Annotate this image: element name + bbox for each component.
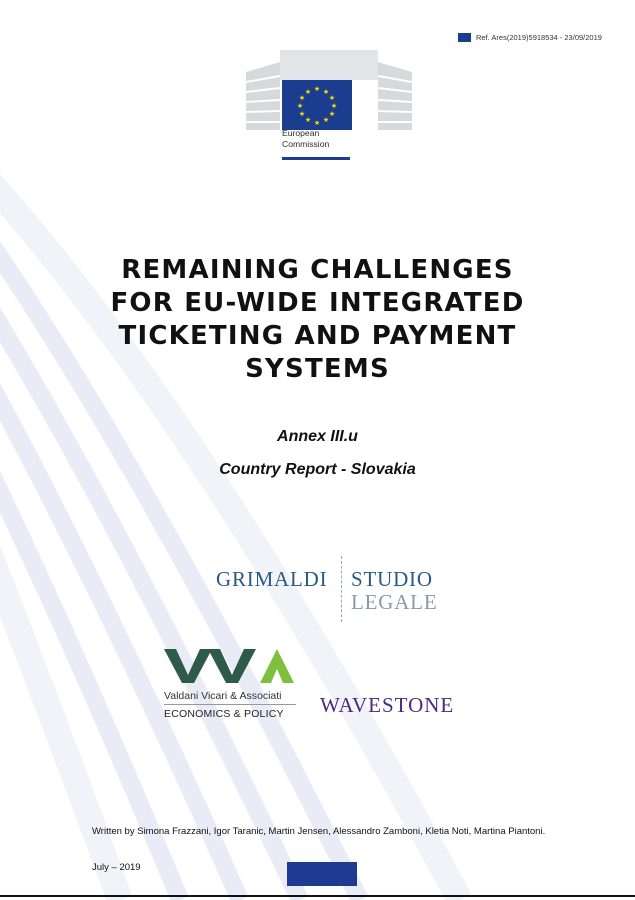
svg-text:★: ★: [313, 85, 321, 93]
reference-number: [458, 33, 602, 42]
page-bottom-rule: [0, 895, 635, 897]
svg-text:★: ★: [313, 119, 321, 127]
eu-flag-icon: [458, 33, 471, 42]
ec-underline: [282, 157, 350, 160]
annex-label: Annex III.u: [277, 428, 358, 445]
svg-text:★: ★: [304, 88, 312, 96]
svg-text:★: ★: [328, 94, 336, 102]
svg-text:★: ★: [330, 102, 338, 110]
grimaldi-logo-left: GRIMALDI: [216, 567, 328, 591]
wavestone-logo: WAVESTONE: [320, 693, 455, 717]
svg-text:★: ★: [322, 116, 330, 124]
title-line: FOR EU-WIDE INTEGRATED: [110, 288, 525, 318]
vva-tagline: ECONOMICS & POLICY: [164, 708, 284, 720]
svg-text:★: ★: [304, 116, 312, 124]
svg-text:★: ★: [328, 110, 336, 118]
svg-text:★: ★: [298, 94, 306, 102]
svg-text:★: ★: [298, 110, 306, 118]
vva-subtitle: Valdani Vicari & Associati: [164, 690, 282, 702]
title-line: SYSTEMS: [245, 354, 390, 384]
grimaldi-divider: [341, 556, 342, 622]
european-commission-wordmark: [282, 128, 329, 150]
title-line: TICKETING AND PAYMENT: [118, 321, 517, 351]
authors-text: Written by Simona Frazzani, Igor Taranic, Martin Jensen, Alessandro Zamboni, Kletia Noti, Martina Piantoni.: [92, 826, 546, 837]
grimaldi-logo-legale: LEGALE: [351, 590, 438, 614]
grimaldi-logo-studio: STUDIO: [351, 567, 433, 591]
country-report-label: Country Report - Slovakia: [219, 461, 416, 478]
publication-date: July – 2019: [92, 862, 141, 873]
vva-logo-mark: [164, 649, 296, 683]
svg-text:★: ★: [296, 102, 304, 110]
vva-rule: [164, 704, 296, 705]
svg-text:★: ★: [322, 88, 330, 96]
ec-line-1: European: [282, 128, 320, 138]
title-line: REMAINING CHALLENGES: [121, 255, 514, 285]
ec-line-2: Commission: [282, 139, 330, 149]
reference-text: Ref. Ares(2019)5918534 - 23/09/2019: [476, 33, 602, 42]
eu-flag-footer: [287, 862, 357, 886]
document-title: [60, 254, 575, 386]
